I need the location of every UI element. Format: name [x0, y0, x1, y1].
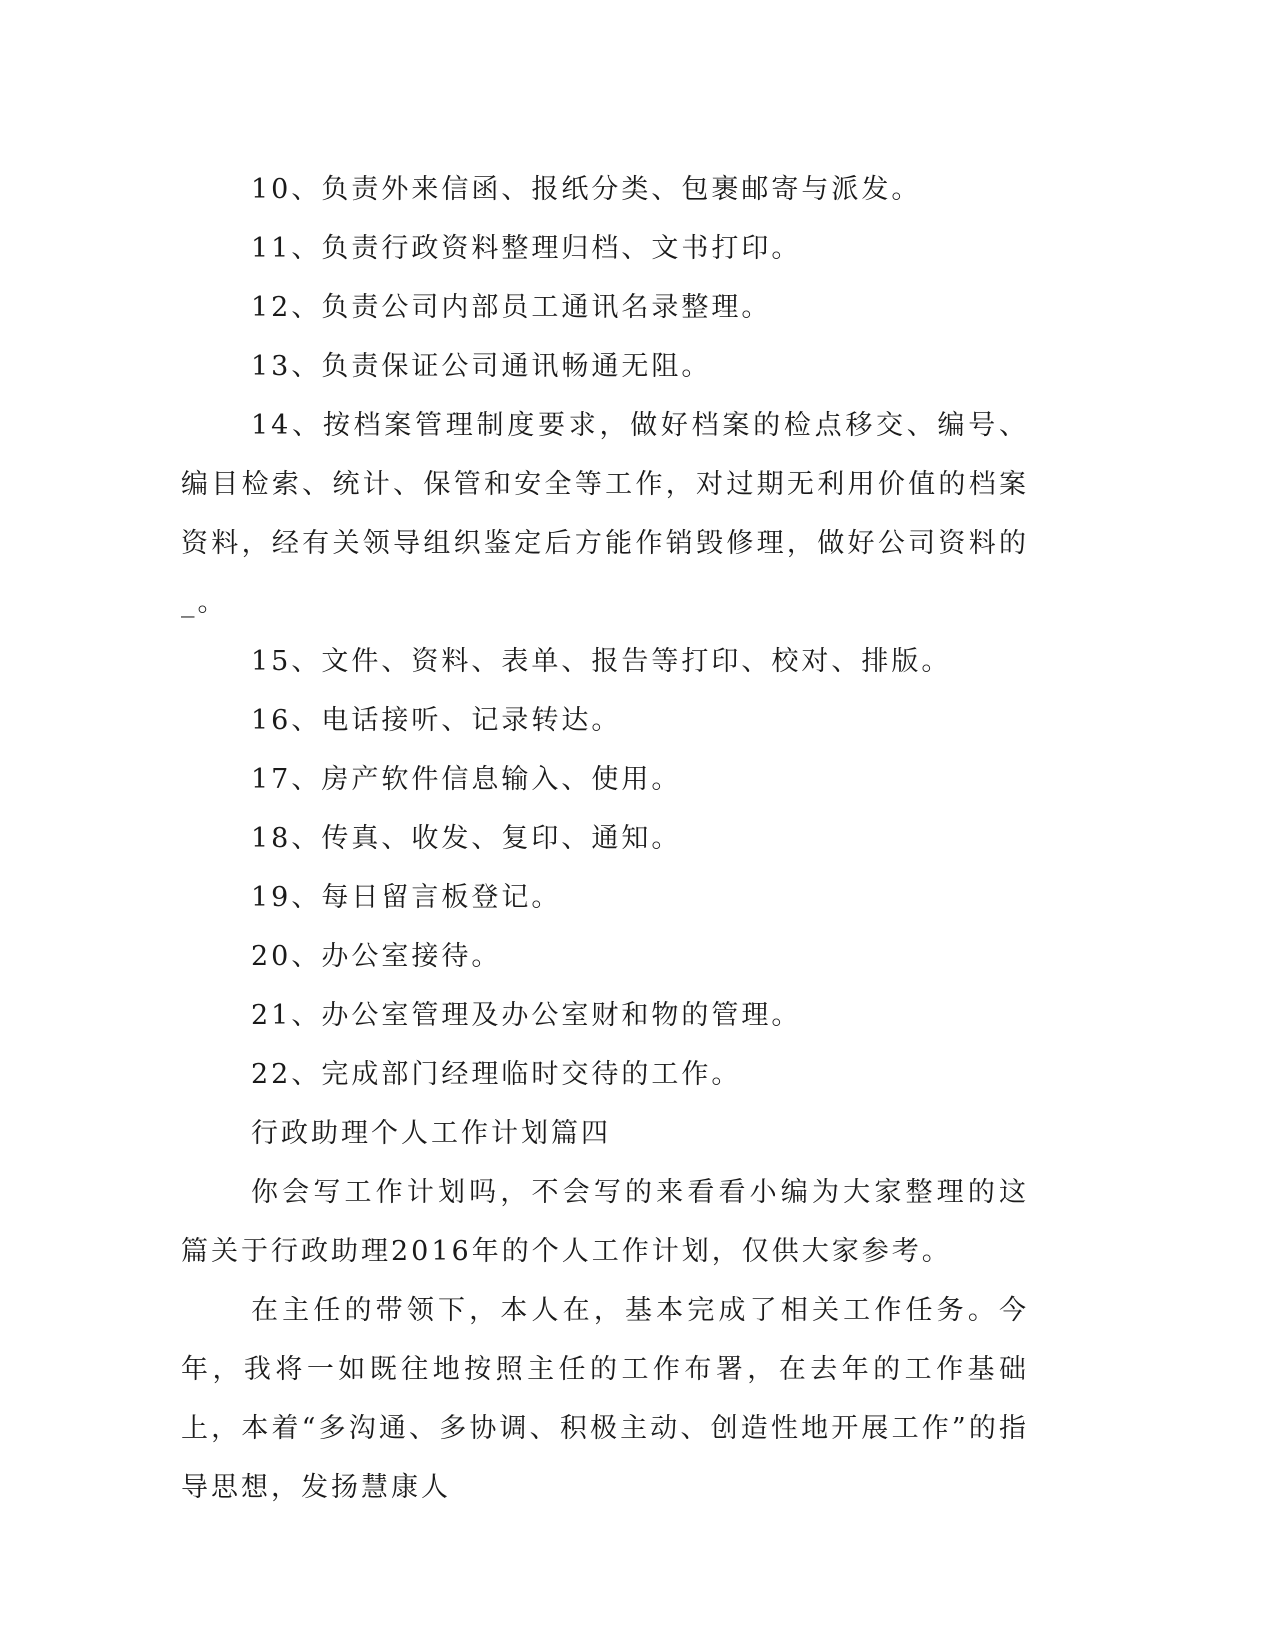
- body-paragraph: 在主任的带领下，本人在，基本完成了相关工作任务。今年，我将一如既往地按照主任的工作布署，在去年的工作基础上，本着“多沟通、多协调、积极主动、创造性地开展工作”的指导思想，发扬慧康人: [181, 1295, 1029, 1503]
- paragraph-item-13: 13、负责保证公司通讯畅通无阻。: [251, 351, 712, 382]
- paragraph-item-15: 15、文件、资料、表单、报告等打印、校对、排版。: [251, 646, 952, 677]
- paragraph-item-22: 22、完成部门经理临时交待的工作。: [251, 1059, 742, 1090]
- paragraph-item-19: 19、每日留言板登记。: [251, 882, 562, 913]
- paragraph-item-12: 12、负责公司内部员工通讯名录整理。: [251, 292, 772, 323]
- document-body: [181, 160, 1029, 1517]
- paragraph-item-11: 11、负责行政资料整理归档、文书打印。: [251, 233, 802, 264]
- paragraph-item-21: 21、办公室管理及办公室财和物的管理。: [251, 1000, 802, 1031]
- paragraph-item-16: 16、电话接听、记录转达。: [251, 705, 622, 736]
- paragraph-item-20: 20、办公室接待。: [251, 941, 502, 972]
- paragraph-item-14: 14、按档案管理制度要求，做好档案的检点移交、编号、编目检索、统计、保管和安全等工作，对过期无利用价值的档案资料，经有关领导组织鉴定后方能作销毁修理，做好公司资料的_。: [181, 410, 1029, 618]
- paragraph-item-10: 10、负责外来信函、报纸分类、包裹邮寄与派发。: [251, 174, 922, 205]
- paragraph-item-18: 18、传真、收发、复印、通知。: [251, 823, 682, 854]
- section-heading: 行政助理个人工作计划篇四: [251, 1118, 611, 1149]
- intro-paragraph: 你会写工作计划吗，不会写的来看看小编为大家整理的这篇关于行政助理2016年的个人工作计划，仅供大家参考。: [181, 1177, 1029, 1267]
- paragraph-item-17: 17、房产软件信息输入、使用。: [251, 764, 682, 795]
